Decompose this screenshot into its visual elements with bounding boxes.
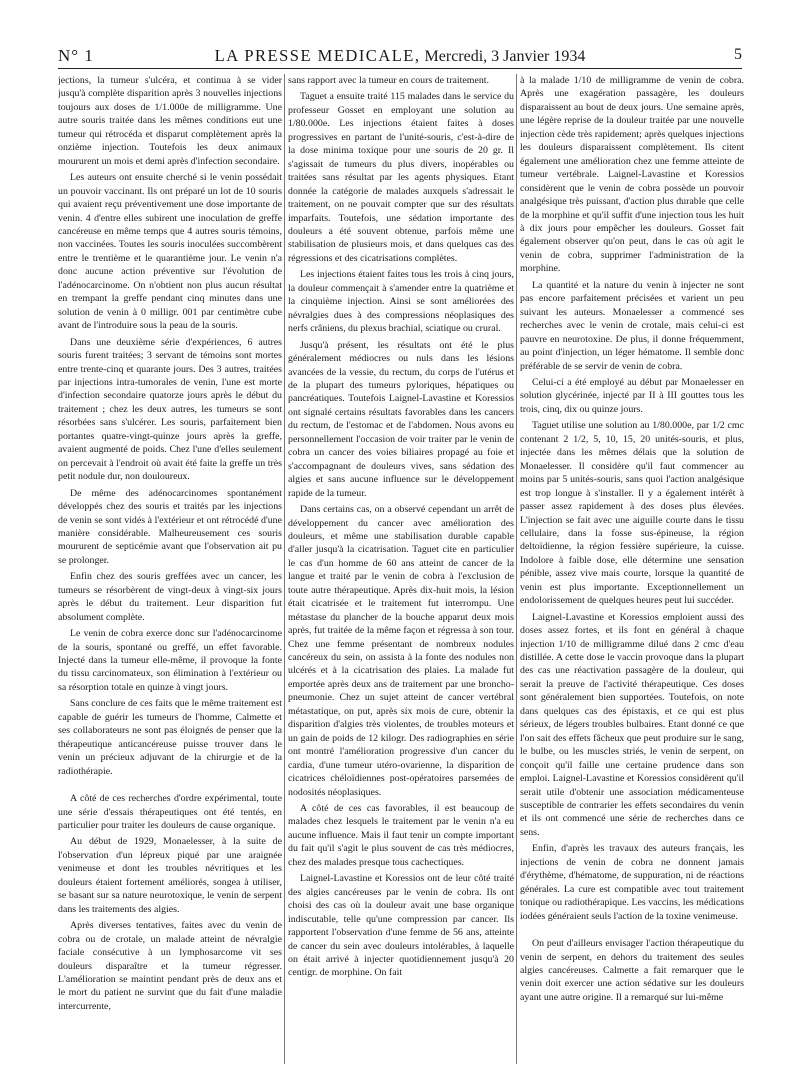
- paragraph: sans rapport avec la tumeur en cours de traitement.: [288, 75, 489, 86]
- page-header: [58, 40, 742, 69]
- paragraph: Enfin chez des souris greffées avec un cancer, les tumeurs se résorbèrent de vingt-deux à vingt-six jours après le début du traitement. Leur disparition fut absolument complète.: [58, 571, 282, 623]
- paragraph: Jusqu'à présent, les résultats ont été le plus généralement médiocres ou nuls dans les lésions avancées de la vessie, du rectum, du corps de l'utérus et de la plupart des tumeurs pyloriques, hépatiques ou pancréatiques. Toutefois Laignel-Lavastine et Koressios ont signalé certains résultats favorables dans les cancers du rectum, de l'estomac et de l'abdomen. Nous avons eu personnellement l'occasion de voir traiter par le venin de cobra un cancer des voies biliaires propagé au foie et s'accompagnant de douleurs vives, sans sédation des algies et sans aucune influence sur le développement rapide de la tumeur.: [288, 339, 514, 499]
- text-column-1: [58, 74, 282, 1074]
- paragraph: Laignel-Lavastine et Koressios ont de leur côté traité des algies cancéreuses par le venin de cobra. Ils ont choisi des cas où la douleur avait une base organique indiscutable, telle qu'une compression par cancer. Ils rapportent l'observation d'une femme de 56 ans, atteinte de cancer du sein avec douleurs intolérables, à laquelle on était arrivé à injecter quotidiennement jusqu'à 20 centigr. de morphine. On fait: [288, 873, 514, 979]
- paragraph: Dans une deuxième série d'expériences, 6 autres souris furent traitées; 3 servant de témoins sont mortes entre trente-cinq et quarante jours. Des 3 autres, traitées par injections intra-tumorales de venin, l'une est morte d'infection secondaire quatorze jours après le début du traitement ; chez les deux autres, les tumeurs se sont résorbées sans s'ulcérer. Les souris, parfaitement bien portantes quatre-vingt-quinze jours après la greffe, avaient augmenté de poids. Chez l'une d'elles seulement on percevait à l'endroit où avait été faite la greffe un très petit nodule dur, non douloureux.: [58, 336, 282, 483]
- paragraph: Laignel-Lavastine et Koressios emploient aussi des doses assez fortes, et ils font en général à chaque injection 1/10 de milligramme dilué dans 2 cmc d'eau distillée. A cette dose le vaccin provoque dans la plupart des cas une réactivation passagère de la douleur, qui serait la preuve de l'activité thérapeutique. Ces doses sont généralement bien supportées. Toutefois, on note dans quelques cas des épistaxis, et ce qui est plus sérieux, de légers troubles bulbaires. Etant donné ce que l'on sait des effets fâcheux que peut produire sur le sang, le bulbe, ou les muscles striés, le venin de serpent, on conçoit qu'il faille une certaine prudence dans son emploi. Laignel-Lavastine et Koressios considèrent qu'il serait utile d'obtenir une association médicamenteuse susceptible de contrarier les effets secondaires du venin et ils ont commencé une série de recherches dans ce sens.: [520, 611, 744, 838]
- journal-name: LA PRESSE MEDICALE,: [214, 46, 421, 65]
- paragraph: Celui-ci a été employé au début par Monaelesser en solution glycérinée, injecté par II à III gouttes tous les trois, cinq, dix ou quinze jours.: [520, 376, 744, 415]
- issue-number: N° 1: [58, 46, 94, 65]
- text-column-2: [288, 74, 514, 1074]
- column-divider: [516, 74, 517, 1064]
- paragraph: Dans certains cas, on a observé cependant un arrêt de développement du cancer avec amélioration des douleurs, et même une stabilisation durable capable d'aller jusqu'à la cicatrisation. Taguet cite en particulier le cas d'un homme de 60 ans atteint de cancer de la langue et traité par le venin de cobra à l'exclusion de toute autre thérapeutique. Après dix-huit mois, la lésion était cicatrisée et le traitement fut interrompu. Une métastase du plancher de la bouche apparut deux mois après, fut traitée de la même façon et régressa à son tour. Chez une femme présentant de nombreux nodules cancéreux du sein, on assista à la fonte des nodules non ulcérés et à la cicatrisation des plaies. La malade fut emportée après deux ans de traitement par une broncho-pneumonie. Chez un sujet atteint de cancer vertébral métastatique, on put, après six mois de cure, obtenir la disparition d'algies très violentes, de troubles moteurs et un gain de poids de 12 kilogr. Des radiographies en série ont montré l'amélioration progressive d'un cancer du cardia, d'une tumeur utéro-ovarienne, la disparition de cicatrices chéloïdiennes post-opératoires parsemées de nodosités néoplasiques.: [288, 504, 514, 798]
- paragraph: Après diverses tentatives, faites avec du venin de cobra ou de crotale, un malade atteint de névralgie faciale consécutive à un lymphosarcome vit ses douleurs disparaître et la tumeur régresser. L'amélioration se maintint pendant près de deux ans et le mort du patient ne survint que du fait d'une maladie intercurrente,: [58, 920, 282, 1012]
- paragraph: A côté de ces cas favorables, il est beaucoup de malades chez lesquels le traitement par le venin n'a eu aucune influence. Mais il faut tenir un compte important du fait qu'il s'agit le plus souvent de cas très médiocres, chez des malades presque tous cachectiques.: [288, 803, 514, 868]
- paragraph: La quantité et la nature du venin à injecter ne sont pas encore parfaitement précisées et varient un peu suivant les auteurs. Monaelesser a commencé ses recherches avec le venin de crotale, mais celui-ci est pauvre en neurotoxine. De plus, il donne fréquemment, au point d'injection, un léger hématome. Il semble donc préférable de se servir de venin de cobra.: [520, 279, 744, 372]
- paragraph: A côté de ces recherches d'ordre expérimental, toute une série d'essais thérapeutiques ont été tentés, en particulier pour traiter les douleurs de cause organique.: [58, 793, 282, 832]
- paragraph: Enfin, d'après les travaux des auteurs français, les injections de venin de cobra ne donnent jamais d'érythème, d'hématome, de suppuration, ni de réactions générales. La cure est compatible avec tout traitement tonique ou radiothérapique. Les vaccins, les médications iodées généraient seuls l'action de la toxine venimeuse.: [520, 843, 744, 922]
- issue-date: Mercredi, 3 Janvier 1934: [424, 48, 586, 65]
- text-column-3: [520, 74, 744, 1074]
- paragraph: Les auteurs ont ensuite cherché si le venin possédait un pouvoir vaccinant. Ils ont préparé un lot de 10 souris qui avaient reçu préventivement une dose importante de venin. 4 d'entre elles subirent une inoculation de greffe cancéreuse en même temps que 4 autres souris témoins, non vaccinées. Toutes les souris inoculées succombèrent entre le trentième et le quarantième jour. Le venin n'a donc aucune action préventive sur l'évolution de l'adénocarcinome. On n'obtient non plus aucun résultat en trempant la greffe pendant cinq minutes dans une solution de venin à 0 milligr. 001 par centimètre cube avant de l'introduire sous la peau de la souris.: [58, 172, 282, 332]
- paragraph: Taguet utilise une solution au 1/80.000e, par 1/2 cmc contenant 2 1/2, 5, 10, 15, 20 unités-souris, et plus, injectée dans les mêmes délais que la solution de Monaelesser. Il considère qu'il faut commencer au moins par 5 unités-souris, sans quoi l'action analgésique est trop longue à s'installer. Il y a également intérêt à passer assez rapidement à des doses plus élevées. L'injection se fait avec une aiguille courte dans le tissu cellulaire, dans la fosse sus-épineuse, la région deltoïdienne, la région fessière supérieure, la cuisse. Indolore à faible dose, elle détermine une sensation pénible, assez vive mais courte, lorsque la quantité de venin est plus importante. Exceptionnellement un endolorissement de quelques heures peut lui succéder.: [520, 420, 744, 607]
- paragraph: De même des adénocarcinomes spontanément développés chez des souris et traités par les injections de venin se sont vidés à l'extérieur et ont rétrocédé d'une manière considérable. Malheureusement ces souris moururent de septicémie avant que l'observation ait pu se prolonger.: [58, 487, 282, 566]
- running-title: [58, 46, 742, 66]
- column-divider: [284, 74, 285, 1064]
- paragraph: Sans conclure de ces faits que le même traitement est capable de guérir les tumeurs de l'homme, Calmette et ses collaborateurs ne sont pas éloignés de penser que la thérapeutique anticancéreuse puisse trouver dans le venin un précieux adjuvant de la chirurgie et de la radiothérapie.: [58, 698, 282, 777]
- page-number: 5: [734, 46, 742, 63]
- paragraph: Au début de 1929, Monaelesser, à la suite de l'observation d'un lépreux piqué par une araignée venimeuse et dont les troubles névritiques et les douleurs étaient fortement améliorés, songea à utiliser, se basant sur sa nature neurotoxique, le venin de serpent dans les traitements des algies.: [58, 836, 282, 915]
- paragraph: Le venin de cobra exerce donc sur l'adénocarcinome de la souris, spontané ou greffé, un effet favorable. Injecté dans la tumeur elle-même, il provoque la fonte du tissu carcinomateux, son élimination à l'extérieur ou sa résorption totale en quinze à vingt jours.: [58, 628, 282, 693]
- paragraph: Taguet a ensuite traité 115 malades dans le service du professeur Gosset en employant une solution au 1/80.000e. Les injections étaient faites à doses progressives en partant de l'unité-souris, c'est-à-dire de la dose minima toxique pour une souris de 20 gr. Il s'agissait de tumeurs du plus divers, inopérables ou traitées sans résultat par les agents physiques. Etant donnée la catégorie de malades auxquels s'adressait le traitement, on ne pouvait compter que sur des résultats imparfaits. Toutefois, une sédation importante des douleurs a été souvent obtenue, parfois même une stabilisation de plusieurs mois, et dans quelques cas des régressions et des cicatrisations complètes.: [288, 91, 514, 264]
- paragraph: jections, la tumeur s'ulcéra, et continua à se vider jusqu'à complète disparition après 3 nouvelles injections toujours aux doses de 1/1.000e de milligramme. Une autre souris traitée dans les mêmes conditions eut une tumeur qui rétrocéda et disparut complètement après la onzième injection. Toutefois les deux animaux moururent un mois et demi après d'infection secondaire.: [58, 75, 282, 167]
- paragraph: Les injections étaient faites tous les trois à cinq jours, la douleur commençait à s'amender entre la quatrième et la cinquième injection. Ainsi se sont améliorées des névralgies dues à des compressions néoplasiques des nerfs crâniens, du plexus brachial, sciatique ou crural.: [288, 269, 514, 335]
- paragraph: On peut d'ailleurs envisager l'action thérapeutique du venin de serpent, en dehors du traitement des seules algies cancéreuses. Calmette a fait remarquer que le venin doit exercer une action sédative sur les douleurs ayant une autre origine. Il a remarqué sur lui-même: [520, 938, 744, 1003]
- paragraph: à la malade 1/10 de milligramme de venin de cobra. Après une exagération passagère, les douleurs disparaissent au bout de deux jours. Une semaine après, une légère reprise de la douleur traitée par une nouvelle injection cède très rapidement; après quelques injections les douleurs disparaissent complètement. Ils citent également une amélioration chez une femme atteinte de tumeur vertébrale. Laignel-Lavastine et Koressios considèrent que le venin de cobra possède un pouvoir analgésique très puissant, d'action plus durable que celle de la morphine et qu'il suffit d'une injection tous les huit à dix jours pour empêcher les douleurs. Gosset fait également observer qu'on peut, dans le cas où agit le venin de cobra, supprimer l'administration de la morphine.: [520, 75, 744, 275]
